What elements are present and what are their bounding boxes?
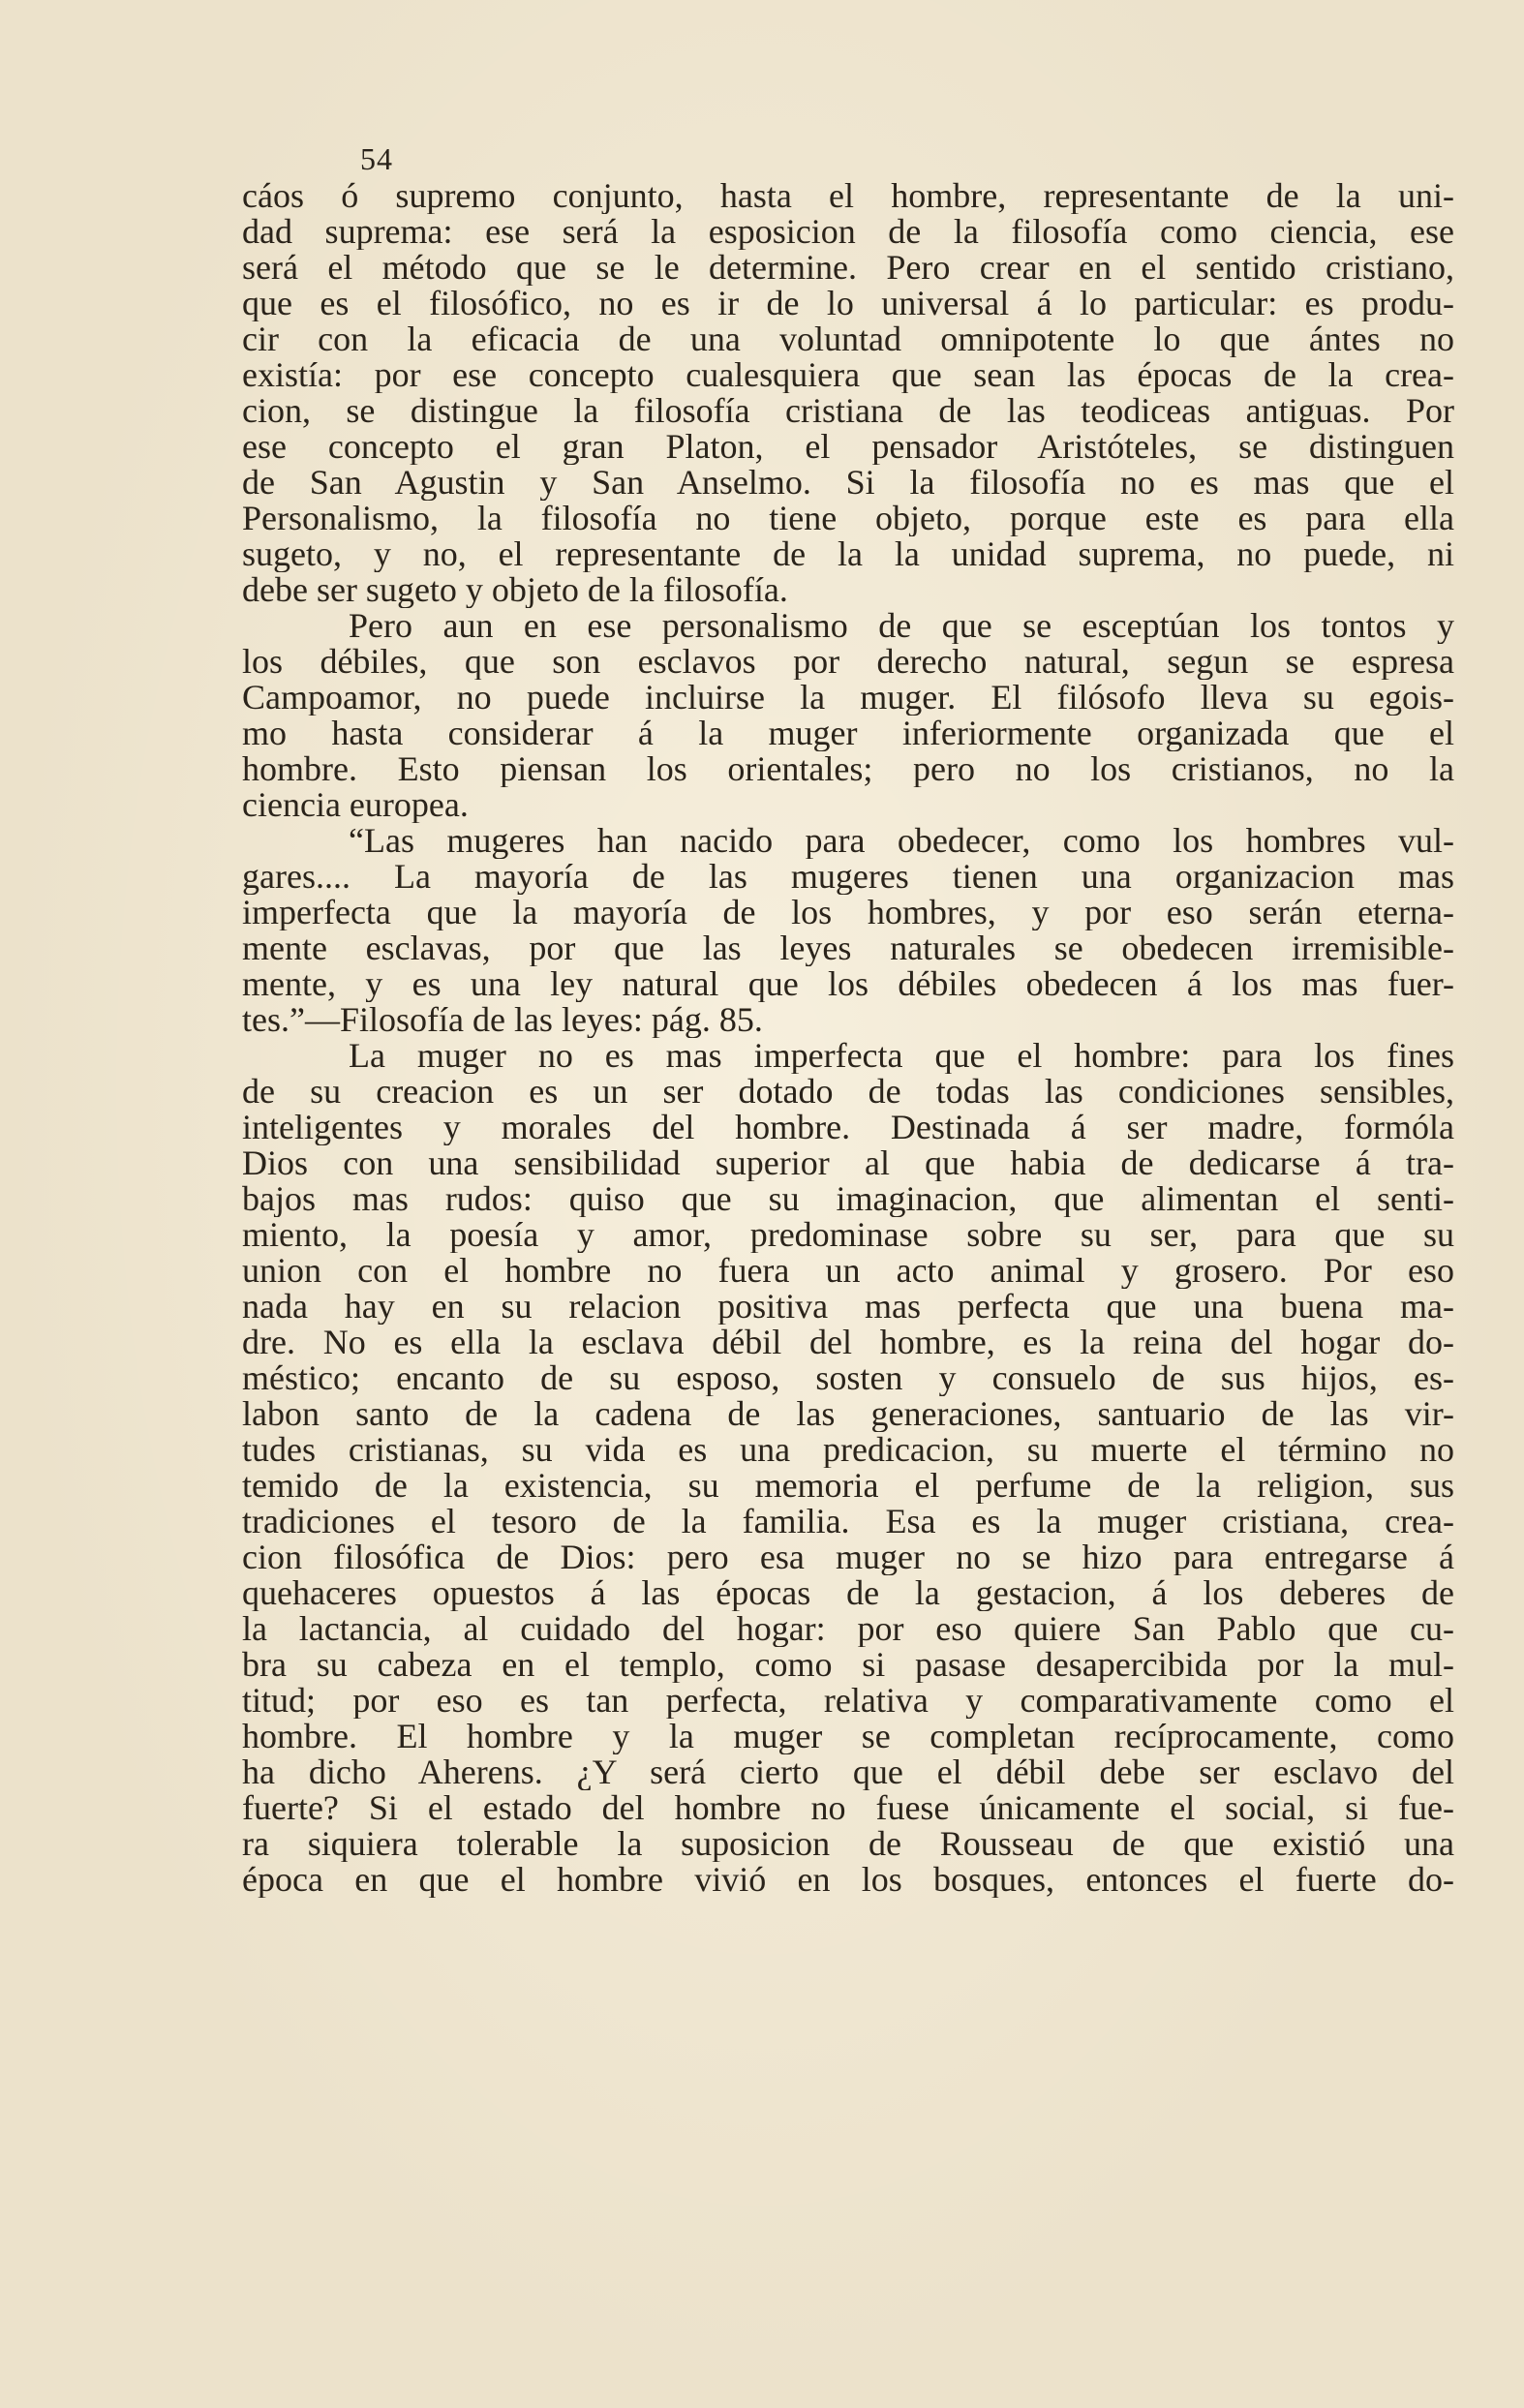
text-line: mo hasta considerar á la muger inferiormente organizada que el [242,716,1454,751]
text-line: mente esclavas, por que las leyes naturales se obedecen irremisible- [242,930,1454,966]
text-line: nada hay en su relacion positiva mas perfecta que una buena ma- [242,1289,1454,1325]
text-line: Personalismo, la filosofía no tiene objeto, porque este es para ella [242,501,1454,536]
text-line: bra su cabeza en el templo, como si pasase desapercibida por la mul- [242,1647,1454,1683]
text-line: imperfecta que la mayoría de los hombres, y por eso serán eterna- [242,895,1454,930]
text-line: cir con la eficacia de una voluntad omnipotente lo que ántes no [242,321,1454,357]
text-line: que es el filosófico, no es ir de lo universal á lo particular: es produ- [242,286,1454,321]
text-line: tradiciones el tesoro de la familia. Esa es la muger cristiana, crea- [242,1504,1454,1539]
text-line: hombre. El hombre y la muger se completan recíprocamente, como [242,1719,1454,1754]
text-line: mente, y es una ley natural que los débiles obedecen á los mas fuer- [242,966,1454,1002]
text-line: cáos ó supremo conjunto, hasta el hombre, representante de la uni- [242,178,1454,214]
text-line: existía: por ese concepto cualesquiera que sean las épocas de la crea- [242,357,1454,393]
text-line: fuerte? Si el estado del hombre no fuese únicamente el social, si fue- [242,1790,1454,1826]
text-line: cion filosófica de Dios: pero esa muger no se hizo para entregarse á [242,1539,1454,1575]
body-text [242,178,1454,1898]
text-line: ese concepto el gran Platon, el pensador Aristóteles, se distinguen [242,429,1454,465]
text-line: la lactancia, al cuidado del hogar: por eso quiere San Pablo que cu- [242,1611,1454,1647]
page-number: 54 [360,141,393,176]
text-line: inteligentes y morales del hombre. Destinada á ser madre, formóla [242,1110,1454,1145]
text-line: cion, se distingue la filosofía cristiana de las teodiceas antiguas. Por [242,393,1454,429]
text-line: debe ser sugeto y objeto de la filosofía. [242,572,788,608]
text-line: sugeto, y no, el representante de la la unidad suprema, no puede, ni [242,536,1454,572]
text-line: será el método que se le determine. Pero crear en el sentido cristiano, [242,250,1454,286]
text-line: ciencia europea. [242,787,469,823]
text-line: gares.... La mayoría de las mugeres tienen una organizacion mas [242,859,1454,895]
text-line: Pero aun en ese personalismo de que se esceptúan los tontos y [349,608,1454,644]
text-line: temido de la existencia, su memoria el perfume de la religion, sus [242,1468,1454,1504]
text-line: dad suprema: ese será la esposicion de la filosofía como ciencia, ese [242,214,1454,250]
text-line: La muger no es mas imperfecta que el hombre: para los fines [349,1038,1454,1074]
text-line: labon santo de la cadena de las generaciones, santuario de las vir- [242,1396,1454,1432]
text-line: Dios con una sensibilidad superior al que habia de dedicarse á tra- [242,1145,1454,1181]
text-line: de su creacion es un ser dotado de todas las condiciones sensibles, [242,1074,1454,1110]
text-line: bajos mas rudos: quiso que su imaginacion, que alimentan el senti- [242,1181,1454,1217]
text-line: los débiles, que son esclavos por derecho natural, segun se espresa [242,644,1454,680]
text-line: union con el hombre no fuera un acto animal y grosero. Por eso [242,1253,1454,1289]
text-line: hombre. Esto piensan los orientales; pero no los cristianos, no la [242,751,1454,787]
text-line: tudes cristianas, su vida es una predicacion, su muerte el término no [242,1432,1454,1468]
text-line: ra siquiera tolerable la suposicion de Rousseau de que existió una [242,1826,1454,1862]
text-line: tes.”—Filosofía de las leyes: pág. 85. [242,1002,763,1038]
text-line: ha dicho Aherens. ¿Y será cierto que el débil debe ser esclavo del [242,1754,1454,1790]
text-line: méstico; encanto de su esposo, sosten y consuelo de sus hijos, es- [242,1360,1454,1396]
text-line: época en que el hombre vivió en los bosques, entonces el fuerte do- [242,1862,1454,1898]
text-line: titud; por eso es tan perfecta, relativa y comparativamente como el [242,1683,1454,1719]
text-line: de San Agustin y San Anselmo. Si la filosofía no es mas que el [242,465,1454,501]
text-line: “Las mugeres han nacido para obedecer, como los hombres vul- [349,823,1454,859]
text-line: quehaceres opuestos á las épocas de la gestacion, á los deberes de [242,1575,1454,1611]
text-line: dre. No es ella la esclava débil del hombre, es la reina del hogar do- [242,1325,1454,1360]
text-line: miento, la poesía y amor, predominase sobre su ser, para que su [242,1217,1454,1253]
text-line: Campoamor, no puede incluirse la muger. El filósofo lleva su egois- [242,680,1454,716]
